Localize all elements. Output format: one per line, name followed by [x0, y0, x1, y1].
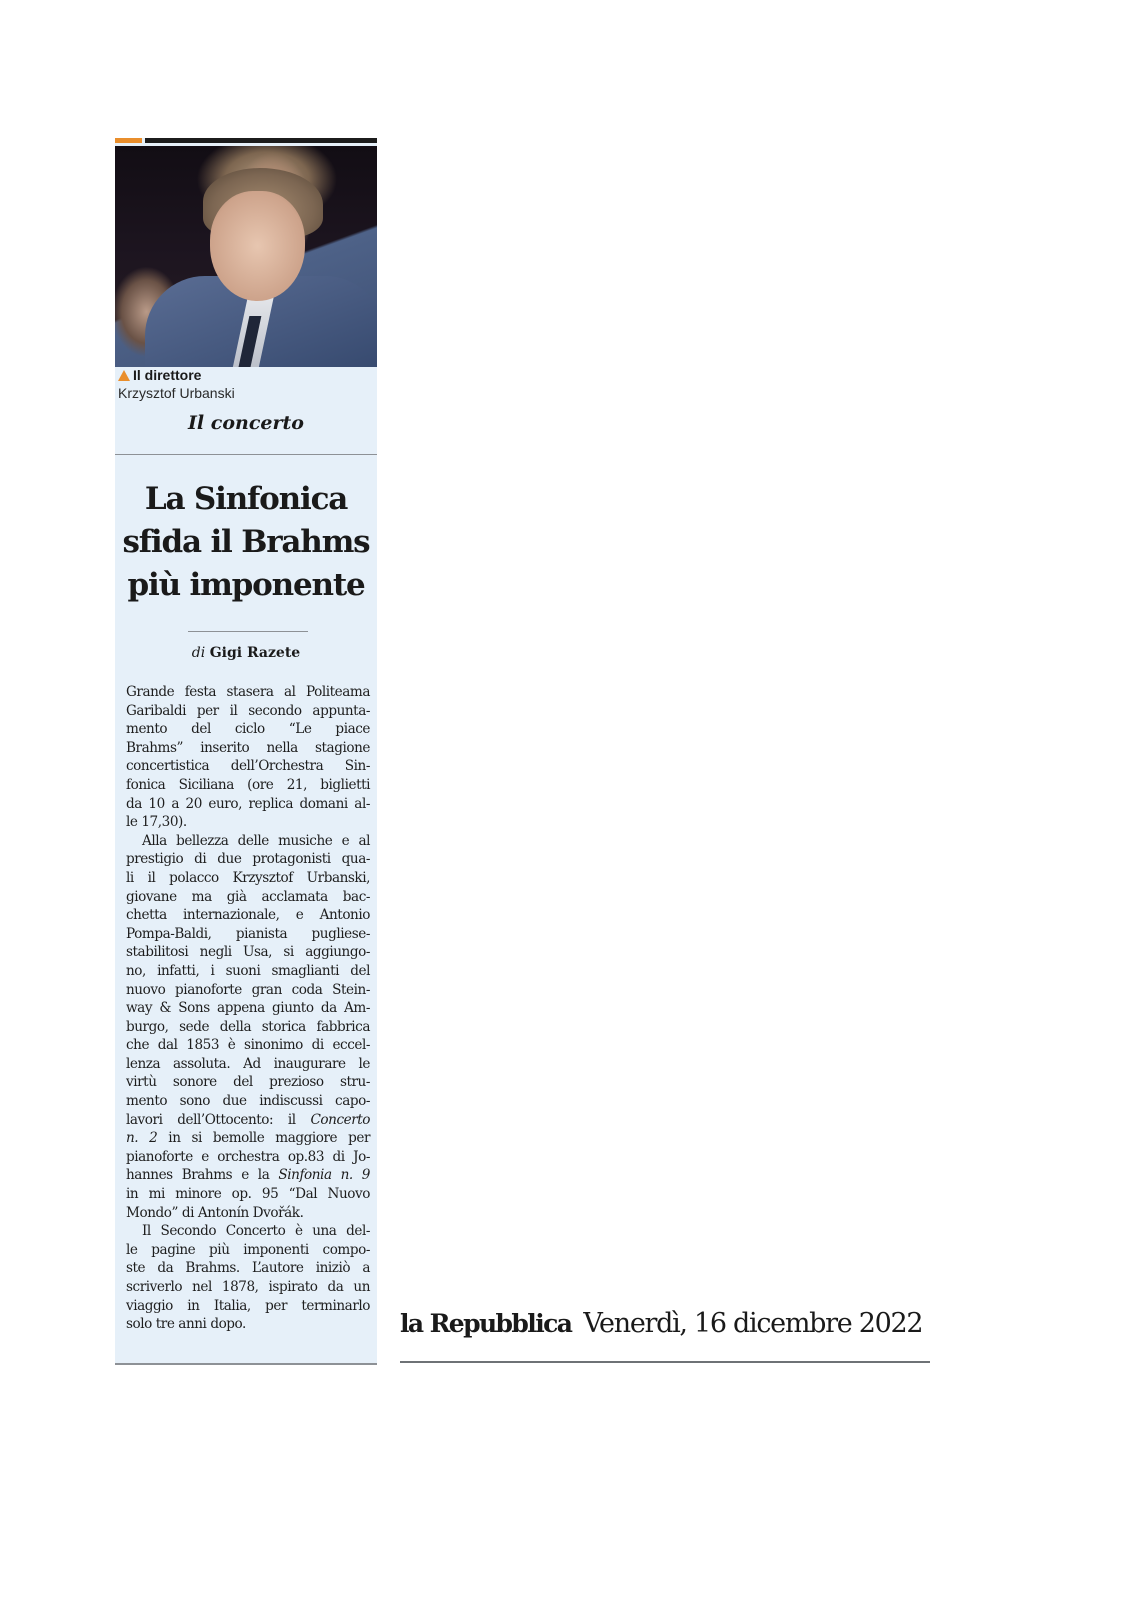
caption-label-text: Il direttore	[133, 367, 202, 383]
body-line: le pagine più imponenti compo-	[126, 1241, 370, 1258]
footer-rule	[400, 1361, 930, 1363]
body-fragment: hannes Brahms e la	[126, 1167, 279, 1184]
body-line: lenza assoluta. Ad inaugurare le	[126, 1055, 370, 1072]
rule-bar	[145, 138, 377, 143]
body-line: mento del ciclo “Le piace	[126, 721, 370, 738]
work-title: Sinfonia n. 9	[278, 1167, 370, 1184]
body-line: giovane ma già acclamata bac-	[126, 888, 370, 905]
body-line: fonica Siciliana (ore 21, biglietti	[126, 776, 370, 793]
conductor-photo	[115, 146, 377, 367]
body-line: ste da Brahms. L’autore iniziò a	[126, 1260, 370, 1277]
byline-prefix: di	[191, 645, 206, 661]
body-line: viaggio in Italia, per terminarlo	[126, 1297, 370, 1314]
publication-date: Venerdì, 16 dicembre 2022	[583, 1308, 923, 1339]
headline-line: sfida il Brahms	[122, 524, 370, 560]
body-line: stabilitosi negli Usa, si aggiungo-	[126, 944, 370, 961]
body-line: da 10 a 20 euro, replica domani al-	[126, 795, 370, 812]
page-footer	[400, 1308, 930, 1339]
article-headline	[115, 478, 377, 607]
headline-line: più imponente	[127, 567, 365, 603]
body-line: virtù sonore del prezioso stru-	[126, 1074, 370, 1091]
column-bottom-rule	[115, 1363, 377, 1365]
photo-face	[210, 191, 305, 301]
byline	[115, 645, 377, 661]
body-line: in mi minore op. 95 “Dal Nuovo	[126, 1186, 370, 1203]
accent-bar	[115, 138, 142, 143]
photo-caption	[118, 367, 374, 402]
article-body	[126, 683, 370, 1334]
body-line: mento sono due indiscussi capo-	[126, 1093, 370, 1110]
section-rule	[115, 138, 377, 144]
body-line	[126, 1129, 370, 1148]
kicker-divider	[115, 454, 377, 455]
work-title: n. 2	[126, 1130, 158, 1147]
work-title: Concerto	[310, 1111, 370, 1128]
body-line: li il polacco Krzysztof Urbanski,	[126, 869, 370, 886]
byline-author: Gigi Razete	[209, 645, 301, 661]
body-fragment: lavori dell’Ottocento: il	[126, 1111, 311, 1128]
body-line: nuovo pianoforte gran coda Stein-	[126, 981, 370, 998]
body-line: Il Secondo Concerto è una del-	[142, 1223, 370, 1240]
body-line: Garibaldi per il secondo appunta-	[126, 702, 370, 719]
body-line: way & Sons appena giunto da Am-	[126, 1000, 370, 1017]
body-line: prestigio di due protagonisti qua-	[126, 851, 370, 868]
caption-label	[118, 367, 374, 384]
body-line	[126, 1166, 370, 1185]
body-line: chetta internazionale, e Antonio	[126, 907, 370, 924]
newspaper-name: la Repubblica	[400, 1309, 572, 1338]
headline-line: La Sinfonica	[144, 481, 348, 517]
body-line: burgo, sede della storica fabbrica	[126, 1018, 370, 1035]
body-line	[126, 1111, 370, 1130]
body-line: solo tre anni dopo.	[126, 1316, 246, 1333]
body-line: no, infatti, i suoni smaglianti del	[126, 962, 370, 979]
section-kicker: Il concerto	[188, 412, 304, 434]
body-line: Pompa-Baldi, pianista pugliese-	[126, 925, 370, 942]
body-line: concertistica dell’Orchestra Sin-	[126, 758, 370, 775]
byline-divider	[188, 631, 308, 632]
body-line: Grande festa stasera al Politeama	[126, 684, 370, 700]
body-line: Mondo” di Antonín Dvořák.	[126, 1204, 304, 1221]
body-fragment: in si bemolle maggiore per	[157, 1130, 370, 1147]
triangle-up-icon	[118, 370, 130, 381]
body-line: Brahms” inserito nella stagione	[126, 739, 370, 756]
body-line: pianoforte e orchestra op.83 di Jo-	[126, 1148, 370, 1165]
caption-name: Krzysztof Urbanski	[118, 385, 235, 401]
body-line: che dal 1853 è sinonimo di eccel-	[126, 1037, 370, 1054]
body-line: le 17,30).	[126, 814, 187, 831]
body-line: scriverlo nel 1878, ispirato da un	[126, 1279, 370, 1295]
body-line: Alla bellezza delle musiche e al	[142, 832, 370, 849]
